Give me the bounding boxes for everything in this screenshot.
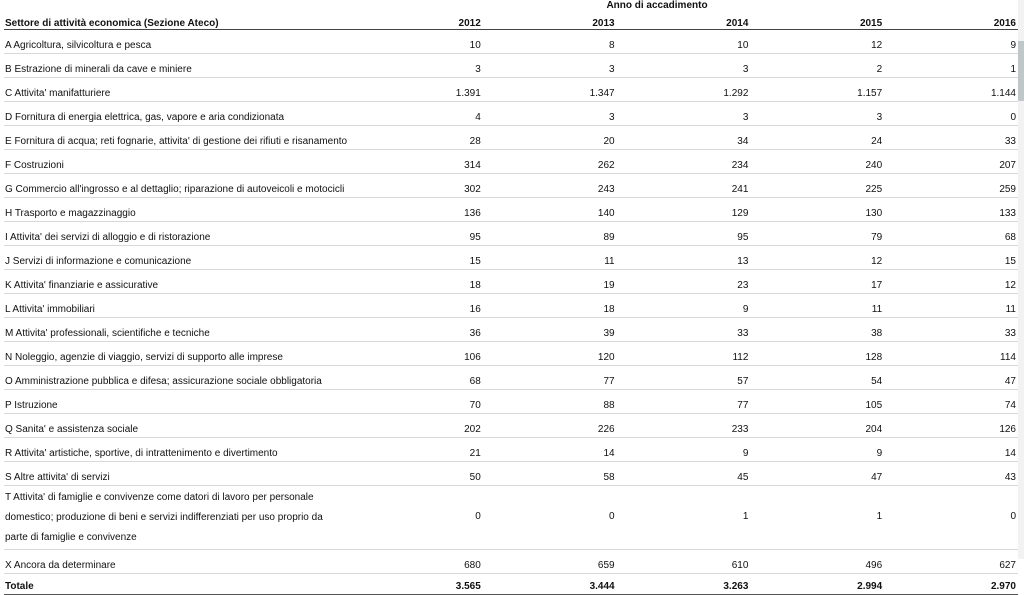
cell-value: 74 (884, 390, 1018, 414)
table-row (4, 174, 1018, 198)
sector-label: T Attivita' di famiglie e convivenze come datori di lavoro per personale domestico; produzione di beni e servizi indifferenziati per uso proprio da parte di famiglie e convivenze (4, 486, 349, 550)
cell-value: 12 (884, 270, 1018, 294)
cell-value: 3 (617, 54, 751, 78)
cell-value: 10 (617, 30, 751, 54)
sector-label: B Estrazione di minerali da cave e miniere (4, 54, 349, 78)
cell-value: 1.157 (750, 78, 884, 102)
cell-value: 21 (349, 438, 483, 462)
cell-value: 88 (483, 390, 617, 414)
sector-label: P Istruzione (4, 390, 349, 414)
cell-value: 33 (884, 318, 1018, 342)
cell-value: 128 (750, 342, 884, 366)
cell-value: 18 (483, 294, 617, 318)
cell-value: 314 (349, 150, 483, 174)
total-label: Totale (4, 574, 349, 595)
sector-label: M Attivita' professionali, scientifiche e tecniche (4, 318, 349, 342)
cell-value: 1.292 (617, 78, 751, 102)
cell-value: 207 (884, 150, 1018, 174)
cell-value: 11 (750, 294, 884, 318)
cell-value: 77 (483, 366, 617, 390)
cell-value: 70 (349, 390, 483, 414)
year-column-header: 2013 (483, 11, 617, 30)
sector-label: H Trasporto e magazzinaggio (4, 198, 349, 222)
scrollbar-thumb[interactable] (1018, 41, 1024, 101)
table-row (4, 54, 1018, 78)
cell-value: 1 (884, 54, 1018, 78)
cell-value: 241 (617, 174, 751, 198)
table-row (4, 366, 1018, 390)
cell-value: 262 (483, 150, 617, 174)
cell-value: 95 (617, 222, 751, 246)
cell-value: 226 (483, 414, 617, 438)
total-value: 3.565 (349, 574, 483, 595)
cell-value: 130 (750, 198, 884, 222)
table-row (4, 390, 1018, 414)
cell-value: 9 (750, 438, 884, 462)
cell-value: 11 (884, 294, 1018, 318)
cell-value: 43 (884, 462, 1018, 486)
sector-label: O Amministrazione pubblica e difesa; assicurazione sociale obbligatoria (4, 366, 349, 390)
cell-value: 45 (617, 462, 751, 486)
table-row (4, 414, 1018, 438)
accidents-table (4, 11, 1018, 595)
total-row (4, 574, 1018, 595)
table-body (4, 30, 1018, 595)
sector-label: X Ancora da determinare (4, 550, 349, 574)
cell-value: 302 (349, 174, 483, 198)
cell-value: 234 (617, 150, 751, 174)
table-row (4, 438, 1018, 462)
cell-value: 16 (349, 294, 483, 318)
cell-value: 39 (483, 318, 617, 342)
cell-value: 36 (349, 318, 483, 342)
cell-value: 33 (617, 318, 751, 342)
cell-value: 14 (483, 438, 617, 462)
cell-value: 11 (483, 246, 617, 270)
table-row (4, 198, 1018, 222)
cell-value: 20 (483, 126, 617, 150)
table-row (4, 30, 1018, 54)
year-column-header: 2015 (750, 11, 884, 30)
cell-value: 105 (750, 390, 884, 414)
cell-value: 3 (483, 54, 617, 78)
vertical-scrollbar[interactable] (1018, 0, 1024, 559)
header-row (4, 11, 1018, 30)
table-row (4, 222, 1018, 246)
cell-value: 610 (617, 550, 751, 574)
cell-value: 0 (884, 102, 1018, 126)
table-row (4, 246, 1018, 270)
cell-value: 3 (349, 54, 483, 78)
cell-value: 3 (750, 102, 884, 126)
sector-label: A Agricoltura, silvicoltura e pesca (4, 30, 349, 54)
year-group-header: Anno di accadimento (606, 0, 708, 11)
cell-value: 9 (884, 30, 1018, 54)
cell-value: 627 (884, 550, 1018, 574)
cell-value: 243 (483, 174, 617, 198)
cell-value: 3 (483, 102, 617, 126)
cell-value: 8 (483, 30, 617, 54)
cell-value: 0 (884, 486, 1018, 550)
sector-label: D Fornitura di energia elettrica, gas, vapore e aria condizionata (4, 102, 349, 126)
cell-value: 38 (750, 318, 884, 342)
cell-value: 659 (483, 550, 617, 574)
table-row (4, 126, 1018, 150)
cell-value: 133 (884, 198, 1018, 222)
cell-value: 95 (349, 222, 483, 246)
cell-value: 202 (349, 414, 483, 438)
cell-value: 259 (884, 174, 1018, 198)
cell-value: 233 (617, 414, 751, 438)
sector-label: J Servizi di informazione e comunicazione (4, 246, 349, 270)
cell-value: 15 (349, 246, 483, 270)
table-row (4, 486, 1018, 550)
sector-label: K Attivita' finanziarie e assicurative (4, 270, 349, 294)
total-value: 3.444 (483, 574, 617, 595)
sector-label: Q Sanita' e assistenza sociale (4, 414, 349, 438)
table-row (4, 318, 1018, 342)
cell-value: 12 (750, 30, 884, 54)
cell-value: 225 (750, 174, 884, 198)
cell-value: 0 (483, 486, 617, 550)
cell-value: 680 (349, 550, 483, 574)
cell-value: 17 (750, 270, 884, 294)
cell-value: 136 (349, 198, 483, 222)
cell-value: 10 (349, 30, 483, 54)
cell-value: 3 (617, 102, 751, 126)
cell-value: 13 (617, 246, 751, 270)
cell-value: 204 (750, 414, 884, 438)
cell-value: 14 (884, 438, 1018, 462)
cell-value: 1.144 (884, 78, 1018, 102)
cell-value: 1 (750, 486, 884, 550)
cell-value: 89 (483, 222, 617, 246)
table-row (4, 78, 1018, 102)
table-row (4, 294, 1018, 318)
total-value: 2.970 (884, 574, 1018, 595)
cell-value: 77 (617, 390, 751, 414)
year-column-header: 2016 (884, 11, 1018, 30)
cell-value: 68 (884, 222, 1018, 246)
cell-value: 34 (617, 126, 751, 150)
cell-value: 24 (750, 126, 884, 150)
cell-value: 114 (884, 342, 1018, 366)
cell-value: 4 (349, 102, 483, 126)
cell-value: 9 (617, 438, 751, 462)
sector-label: S Altre attivita' di servizi (4, 462, 349, 486)
table-row (4, 342, 1018, 366)
total-value: 2.994 (750, 574, 884, 595)
cell-value: 15 (884, 246, 1018, 270)
cell-value: 79 (750, 222, 884, 246)
cell-value: 19 (483, 270, 617, 294)
cell-value: 47 (750, 462, 884, 486)
year-column-header: 2012 (349, 11, 483, 30)
cell-value: 1 (617, 486, 751, 550)
cell-value: 1.347 (483, 78, 617, 102)
cell-value: 54 (750, 366, 884, 390)
cell-value: 28 (349, 126, 483, 150)
cell-value: 1.391 (349, 78, 483, 102)
table-container (4, 0, 1018, 595)
table-row (4, 462, 1018, 486)
cell-value: 68 (349, 366, 483, 390)
cell-value: 12 (750, 246, 884, 270)
sector-label: E Fornitura di acqua; reti fognarie, attivita' di gestione dei rifiuti e risanamento (4, 126, 349, 150)
cell-value: 126 (884, 414, 1018, 438)
cell-value: 129 (617, 198, 751, 222)
cell-value: 18 (349, 270, 483, 294)
cell-value: 23 (617, 270, 751, 294)
table-row (4, 550, 1018, 574)
sector-label: F Costruzioni (4, 150, 349, 174)
cell-value: 106 (349, 342, 483, 366)
total-value: 3.263 (617, 574, 751, 595)
sector-label: L Attivita' immobiliari (4, 294, 349, 318)
table-row (4, 102, 1018, 126)
sector-label: I Attivita' dei servizi di alloggio e di ristorazione (4, 222, 349, 246)
cell-value: 112 (617, 342, 751, 366)
cell-value: 2 (750, 54, 884, 78)
cell-value: 140 (483, 198, 617, 222)
cell-value: 50 (349, 462, 483, 486)
table-row (4, 270, 1018, 294)
sector-label: G Commercio all'ingrosso e al dettaglio; riparazione di autoveicoli e motocicli (4, 174, 349, 198)
cell-value: 57 (617, 366, 751, 390)
cell-value: 120 (483, 342, 617, 366)
sector-label: N Noleggio, agenzie di viaggio, servizi di supporto alle imprese (4, 342, 349, 366)
table-row (4, 150, 1018, 174)
year-column-header: 2014 (617, 11, 751, 30)
sector-label: R Attivita' artistiche, sportive, di intrattenimento e divertimento (4, 438, 349, 462)
cell-value: 240 (750, 150, 884, 174)
cell-value: 58 (483, 462, 617, 486)
cell-value: 33 (884, 126, 1018, 150)
cell-value: 47 (884, 366, 1018, 390)
sector-label: C Attivita' manifatturiere (4, 78, 349, 102)
sector-column-header: Settore di attività economica (Sezione Ateco) (4, 11, 349, 30)
cell-value: 0 (349, 486, 483, 550)
cell-value: 496 (750, 550, 884, 574)
cell-value: 9 (617, 294, 751, 318)
